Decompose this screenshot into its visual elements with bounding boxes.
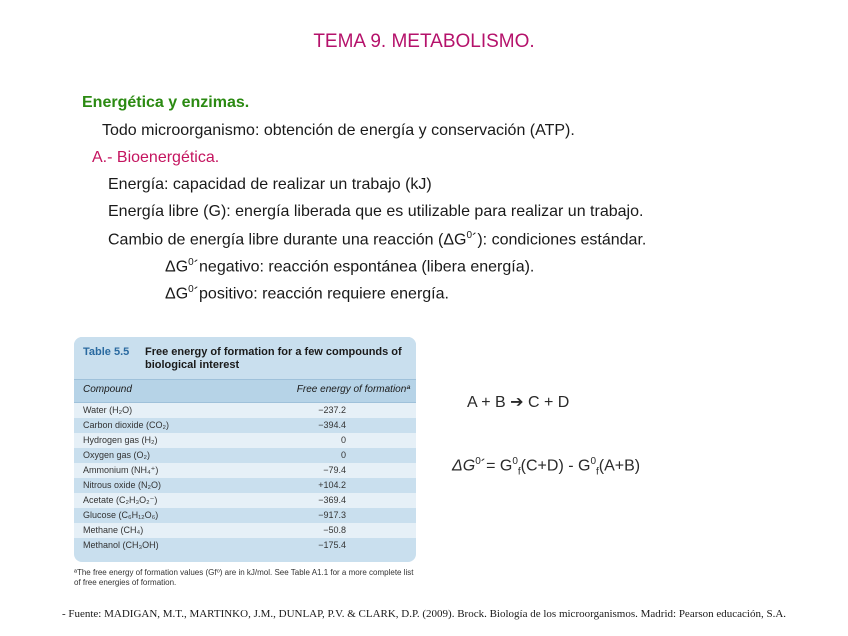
eq-products: (C+D) - G [520, 457, 591, 475]
table-label: Table 5.5 [83, 346, 130, 358]
free-energy-change-line [108, 230, 646, 249]
eq-reactants: (A+B) [598, 457, 641, 475]
energy-cell: −917.3 [318, 510, 346, 520]
source-citation: - Fuente: MADIGAN, M.T., MARTINKO, J.M., DUNLAP, P.V. & CLARK, D.P. (2009). Brock. Biología de los microorganismos. Madrid: Pearson educación, S.A. [61, 608, 787, 620]
reaction-equation: A + B ➔ C + D [467, 394, 570, 411]
table-footnote: ªThe free energy of formation values (Gf⁰) are in kJ/mol. See Table A1.1 for a more complete list of free energies of formation. [74, 568, 414, 587]
energy-cell: +104.2 [318, 480, 346, 490]
energy-definition: Energía: capacidad de realizar un trabajo (kJ) [108, 176, 432, 193]
table-row [74, 448, 416, 463]
section-heading: Energética y enzimas. [82, 94, 250, 111]
compound-cell: Methane (CH₄) [83, 525, 144, 535]
superscript-zero: 0 [188, 257, 194, 268]
negative-delta-line [165, 257, 534, 276]
pos-prefix: ΔG [165, 285, 189, 303]
energy-cell: −50.8 [323, 525, 346, 535]
delta-g: ΔG [452, 457, 476, 475]
table-row [74, 418, 416, 433]
compound-cell: Nitrous oxide (N₂O) [83, 480, 162, 490]
table-row [74, 433, 416, 448]
superscript-zero: 0 [512, 456, 518, 467]
table-row [74, 508, 416, 523]
positive-delta-line [165, 284, 449, 303]
superscript-zero: 0 [475, 456, 481, 467]
table-row [74, 478, 416, 493]
energy-cell: −175.4 [318, 540, 346, 550]
energy-cell: −237.2 [318, 405, 346, 415]
energy-cell: −394.4 [318, 420, 346, 430]
neg-suffix: ´negativo: reacción espontánea (libera energía). [193, 258, 535, 276]
eq-mid: ´= G [480, 457, 513, 475]
table-body [74, 403, 416, 553]
subsection-heading: A.- Bioenergética. [92, 149, 220, 166]
table-column-headers [74, 379, 416, 403]
table-header [74, 337, 416, 379]
change-prefix: Cambio de energía libre durante una reacción (ΔG [108, 231, 467, 249]
table-row [74, 463, 416, 478]
neg-prefix: ΔG [165, 258, 189, 276]
table-row [74, 538, 416, 553]
superscript-zero: 0 [590, 456, 596, 467]
compound-cell: Glucose (C₆H₁₂O₆) [83, 510, 159, 520]
column-header-energy: Free energy of formationª [296, 384, 410, 395]
energy-cell: 0 [340, 450, 346, 460]
pos-suffix: ´positivo: reacción requiere energía. [193, 285, 449, 303]
table-row [74, 403, 416, 418]
energy-cell: −369.4 [318, 495, 346, 505]
change-suffix: ´): condiciones estándar. [472, 231, 647, 249]
compound-cell: Ammonium (NH₄⁺) [83, 465, 159, 475]
subscript-f: f [596, 466, 599, 478]
compound-cell: Water (H₂O) [83, 405, 133, 415]
table-row [74, 493, 416, 508]
subscript-f: f [517, 466, 521, 478]
column-header-compound: Compound [83, 384, 132, 395]
free-energy-equation [452, 456, 640, 478]
table-row [74, 523, 416, 538]
table-caption: Free energy of formation for a few compounds of biological interest [145, 346, 402, 371]
superscript-zero: 0 [466, 230, 473, 241]
free-energy-table [74, 337, 416, 562]
slide-title: TEMA 9. METABOLISMO. [313, 31, 535, 52]
free-energy-definition: Energía libre (G): energía liberada que es utilizable para realizar un trabajo. [108, 203, 644, 220]
compound-cell: Methanol (CH₃OH) [83, 540, 159, 550]
compound-cell: Hydrogen gas (H₂) [83, 435, 158, 445]
intro-line: Todo microorganismo: obtención de energía y conservación (ATP). [102, 122, 575, 139]
superscript-zero: 0 [188, 284, 194, 295]
compound-cell: Carbon dioxide (CO₂) [83, 420, 170, 430]
compound-cell: Oxygen gas (O₂) [83, 450, 151, 460]
compound-cell: Acetate (C₂H₃O₂⁻) [83, 495, 158, 505]
energy-cell: −79.4 [323, 465, 346, 475]
energy-cell: 0 [340, 435, 346, 445]
